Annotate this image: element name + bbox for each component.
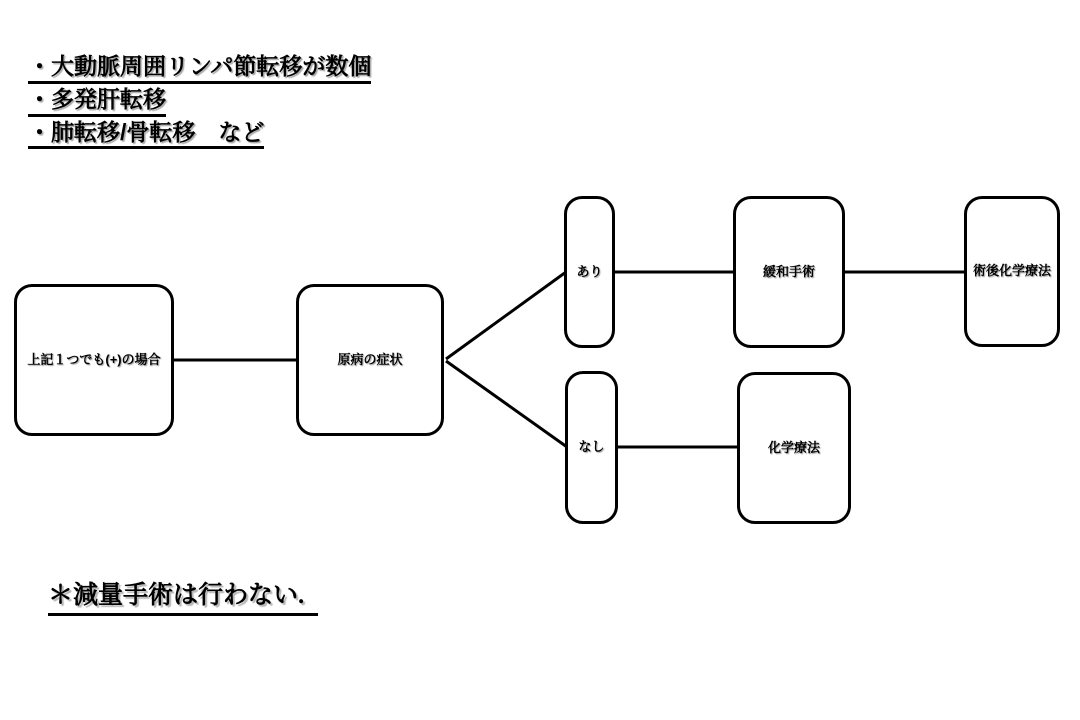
criteria-item-text: ・多発肝転移 xyxy=(28,87,166,117)
node-yes-label: あり xyxy=(576,263,603,279)
node-no-label: なし xyxy=(578,439,605,455)
criteria-item-text: ・肺転移/骨転移 など xyxy=(28,120,264,150)
node-symptom-label: 原病の症状 xyxy=(337,351,403,367)
node-palliative-surgery xyxy=(733,196,845,348)
node-postop-label: 術後化学療法 xyxy=(972,263,1051,279)
footnote xyxy=(48,582,318,616)
node-chemo-label: 化学療法 xyxy=(767,439,820,455)
node-postoperative-chemotherapy xyxy=(964,196,1060,347)
node-symptoms-present xyxy=(564,196,615,348)
node-condition-label: 上記１つでも(+)の場合 xyxy=(27,351,161,367)
node-symptoms-absent xyxy=(565,371,618,524)
connector-symptom-no xyxy=(446,361,567,447)
criteria-item-text: ・大動脈周囲リンパ節転移が数個 xyxy=(28,54,371,84)
node-chemotherapy xyxy=(737,372,851,524)
footnote-text: ＊減量手術は行わない. xyxy=(48,582,318,616)
node-palliative-label: 緩和手術 xyxy=(762,263,815,279)
node-primary-disease-symptoms xyxy=(296,284,444,436)
connector-symptom-yes xyxy=(446,272,566,359)
node-condition xyxy=(14,284,174,436)
